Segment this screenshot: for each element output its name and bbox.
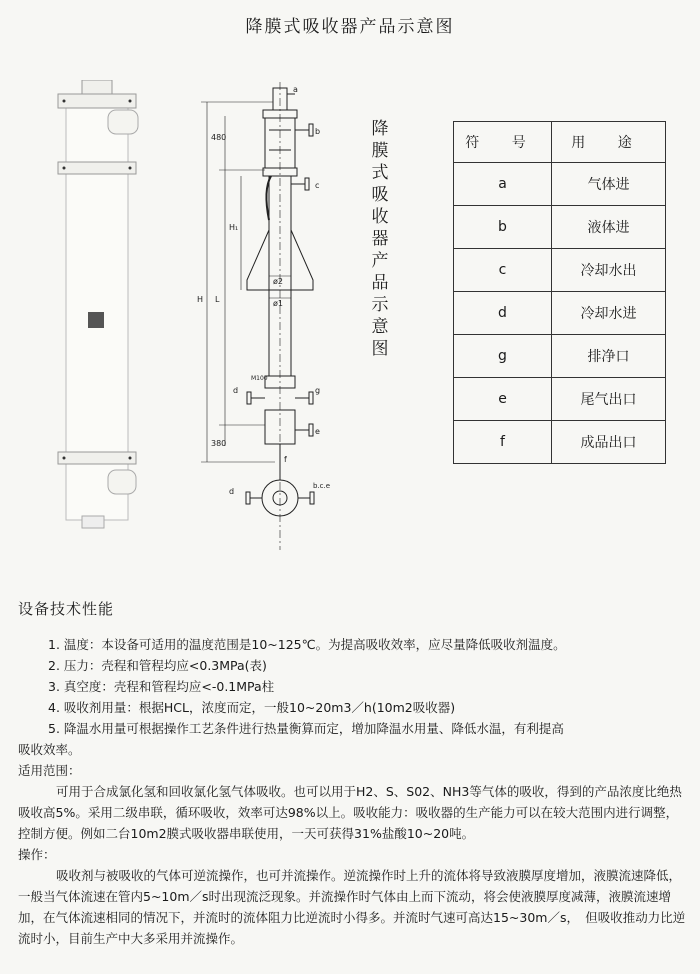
legend-symbol: f xyxy=(454,421,552,464)
spec-item-1: 1. 温度：本设备可适用的温度范围是10~125℃。为提高吸收效率，应尽量降低吸收剂温度。 xyxy=(48,637,566,652)
spec-list xyxy=(18,634,688,949)
operation-heading: 操作： xyxy=(18,847,56,862)
label-m100: M100 xyxy=(251,375,268,382)
operation-text: 吸收剂与被吸收的气体可逆流操作，也可并流操作。逆流操作时上升的流体将导致液膜厚度增加，液膜流速降低，一般当气体流速在管内5~10m／s时出现流泛现象。并流操作时气体由上而下流动，将会使液膜厚度减薄，液膜流速增加，在气体流速相同的情况下，并流时的流体阻力比逆流时小得多。并流时气速可高达15~30m／s， 但吸收推动力比逆流时小，目前生产中大多采用并流操作。 xyxy=(18,868,686,946)
table-row xyxy=(454,292,666,335)
spec-item-4: 4. 吸收剂用量：根据HCL，浓度而定，一般10~20m3／h(10m2吸收器) xyxy=(48,700,456,715)
table-row xyxy=(454,206,666,249)
label-a: a xyxy=(293,85,298,94)
legend-use: 尾气出口 xyxy=(552,378,666,421)
legend-header-row xyxy=(454,122,666,163)
absorber-drawing xyxy=(185,80,360,560)
label-f: f xyxy=(284,455,287,464)
legend-use: 排净口 xyxy=(552,335,666,378)
legend-use: 冷却水进 xyxy=(552,292,666,335)
label-c: c xyxy=(315,181,320,190)
dim-H: H xyxy=(197,295,204,304)
legend-header-use: 用 途 xyxy=(552,122,666,163)
label-d-bottom: d xyxy=(229,487,235,496)
legend-table xyxy=(453,121,666,464)
legend-use: 冷却水出 xyxy=(552,249,666,292)
spec-item-3: 3. 真空度：壳程和管程均应<-0.1MPa柱 xyxy=(48,679,275,694)
table-row xyxy=(454,335,666,378)
absorber-photo xyxy=(48,80,153,530)
label-d: d xyxy=(233,386,239,395)
spec-heading: 设备技术性能 xyxy=(18,600,115,618)
legend-symbol: b xyxy=(454,206,552,249)
spec-item-5: 5. 降温水用量可根据操作工艺条件进行热量衡算而定，增加降温水用量、降低水温，有利提高 xyxy=(48,721,564,736)
legend-symbol: e xyxy=(454,378,552,421)
label-bce: b.c.e xyxy=(313,482,331,490)
legend-symbol: d xyxy=(454,292,552,335)
legend-symbol: a xyxy=(454,163,552,206)
table-row xyxy=(454,421,666,464)
vertical-title: 降膜式吸收器产品示意图 xyxy=(371,119,389,359)
legend-symbol: g xyxy=(454,335,552,378)
label-b: b xyxy=(315,127,321,136)
dim-phi1: ø1 xyxy=(273,299,283,308)
page-title: 降膜式吸收器产品示意图 xyxy=(245,17,455,37)
table-row xyxy=(454,163,666,206)
legend-use: 液体进 xyxy=(552,206,666,249)
label-g: g xyxy=(315,386,321,395)
spec-item-2: 2. 压力：壳程和管程均应<0.3MPa(表) xyxy=(48,658,267,673)
scope-heading: 适用范围： xyxy=(18,763,81,778)
scope-text: 可用于合成氯化氢和回收氯化氢气体吸收。也可以用于H2、S、S02、NH3等气体的吸收，得到的产品浓度比绝热吸收高5%。采用二级串联，循环吸收，效率可达98%以上。吸收能力：吸收器的生产能力可以在较大范围内进行调整，控制方便。例如二台10m2膜式吸收器串联使用，一天可获得31%盐酸10~20吨。 xyxy=(18,784,682,841)
table-row xyxy=(454,249,666,292)
legend-use: 气体进 xyxy=(552,163,666,206)
dim-L: L xyxy=(215,295,220,304)
legend-symbol: c xyxy=(454,249,552,292)
dim-480: 480 xyxy=(211,133,227,142)
legend-use: 成品出口 xyxy=(552,421,666,464)
legend-header-symbol: 符 号 xyxy=(454,122,552,163)
spec-item-5-cont: 吸收效率。 xyxy=(18,742,81,757)
table-row xyxy=(454,378,666,421)
dim-H1: H₁ xyxy=(229,223,239,232)
dim-phi2: ø2 xyxy=(273,277,283,286)
dim-380: 380 xyxy=(211,439,227,448)
label-e: e xyxy=(315,427,320,436)
